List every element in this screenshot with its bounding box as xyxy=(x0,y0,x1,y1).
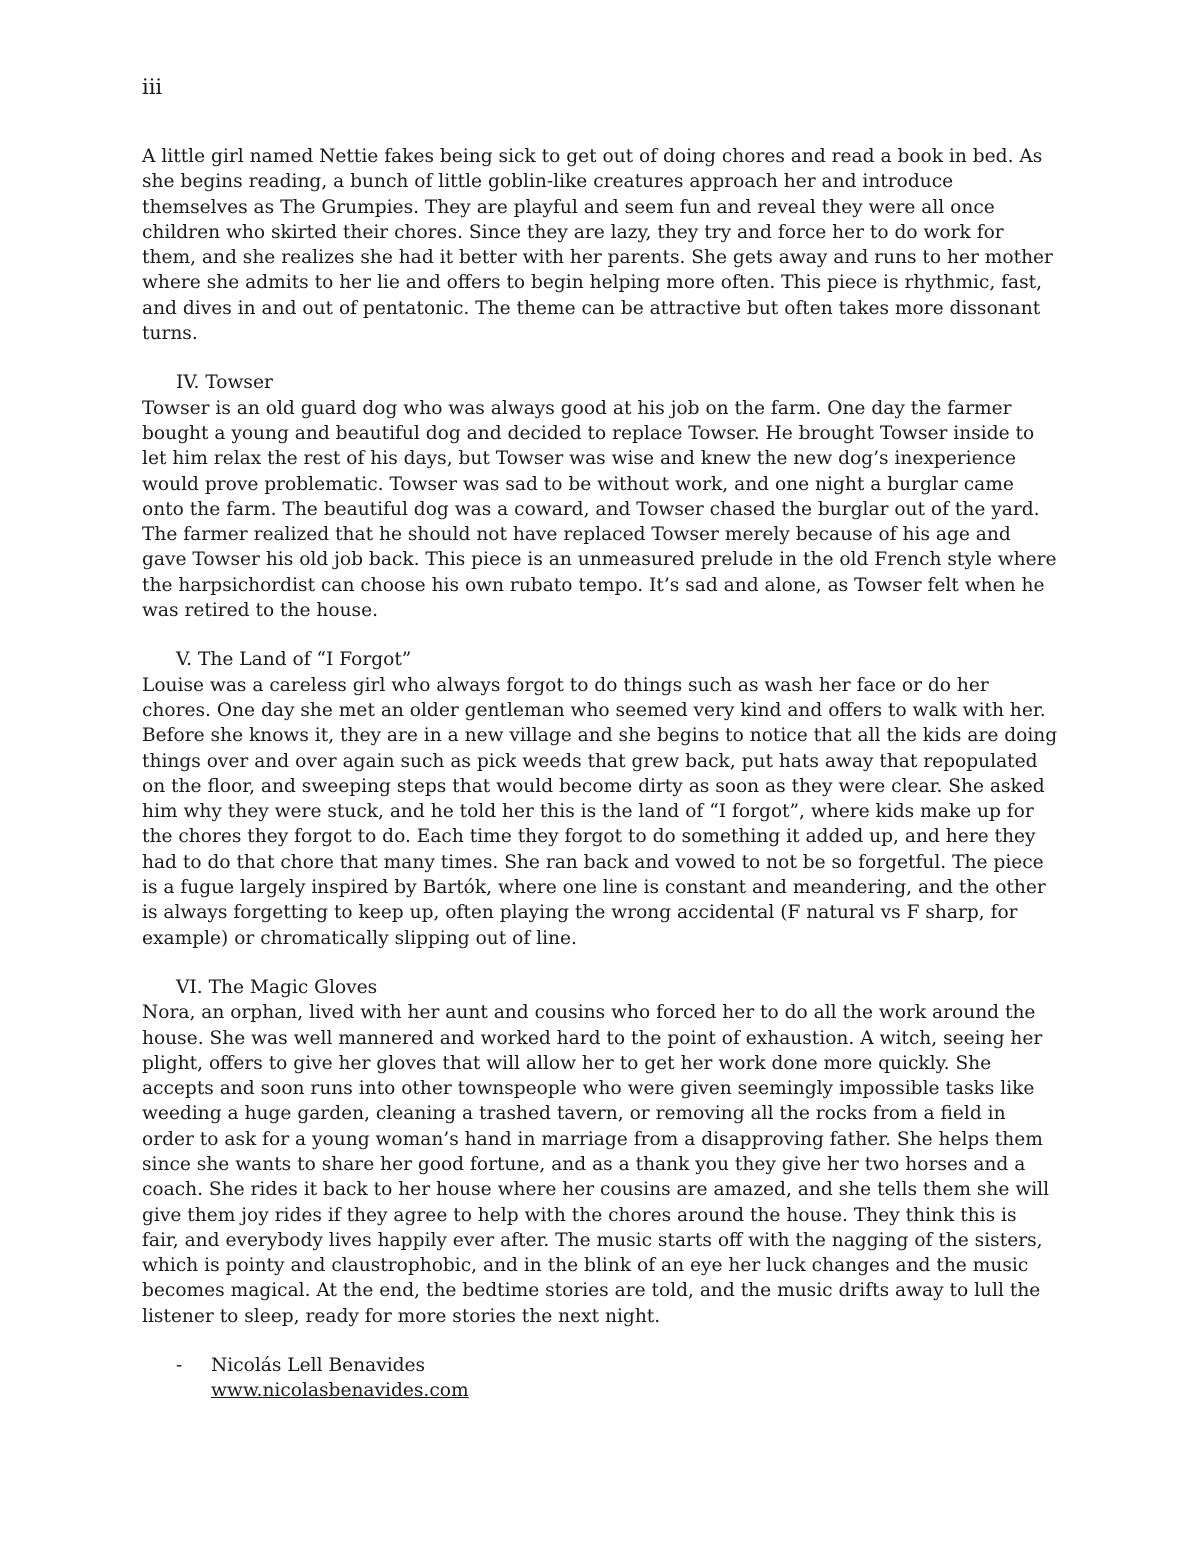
section-heading-magic-gloves: VI. The Magic Gloves xyxy=(176,976,378,998)
author-name: Nicolás Lell Benavides xyxy=(211,1355,426,1377)
section-heading-land-of-i-forgot: V. The Land of “I Forgot” xyxy=(176,649,412,671)
signature-lines xyxy=(211,1353,1058,1404)
section-heading-towser: IV. Towser xyxy=(176,372,273,394)
signature-dash: - xyxy=(176,1355,183,1377)
section-body-magic-gloves: Nora, an orphan, lived with her aunt and cousins who forced her to do all the work around the house. She was well mannered and worked hard to the point of exhaustion. A witch, seeing her plight, offers to give her gloves that will allow her to get her work done more quickly. She accepts and soon runs into other townspeople who were given seemingly impossible tasks like weeding a huge garden, cleaning a trashed tavern, or removing all the rocks from a field in order to ask for a young woman’s hand in marriage from a disapproving father. She helps them since she wants to share her good fortune, and as a thank you they give her two horses and a coach. She rides it back to her house where her cousins are amazed, and she tells them she will give them joy rides if they agree to help with the chores around the house. They think this is fair, and everybody lives happily ever after. The music starts off with the nagging of the sisters, which is pointy and claustrophobic, and in the blink of an eye her luck changes and the music becomes magical. At the end, the bedtime stories are told, and the music drifts away to lull the listener to sleep, ready for more stories the next night. xyxy=(142,1002,1050,1327)
section-body-land-of-i-forgot: Louise was a careless girl who always forgot to do things such as wash her face or do her chores. One day she met an older gentleman who seemed very kind and offers to walk with her. Before she knows it, they are in a new village and she begins to notice that all the kids are doing things over and over again such as pick weeds that grew back, put hats away that repopulated on the floor, and sweeping steps that would become dirty as soon as they were clear. She asked him why they were stuck, and he told her this is the land of “I forgot”, where kids make up for the chores they forgot to do. Each time they forgot to do something it added up, and here they had to do that chore that many times. She ran back and vowed to not be so forgetful. The piece is a fugue largely inspired by Bartók, where one line is constant and meandering, and the other is always forgetting to keep up, often playing the wrong accidental (F natural vs F sharp, for example) or chromatically slipping out of line. xyxy=(142,674,1058,949)
author-signature xyxy=(142,1353,1058,1404)
section-body-towser: Towser is an old guard dog who was always good at his job on the farm. One day the farmer bought a young and beautiful dog and decided to replace Towser. He brought Towser inside to let him relax the rest of his days, but Towser was wise and knew the new dog’s inexperience would prove problematic. Towser was sad to be without work, and one night a burglar came onto the farm. The beautiful dog was a coward, and Towser chased the burglar out of the yard. The farmer realized that he should not have replaced Towser merely because of his age and gave Towser his old job back. This piece is an unmeasured prelude in the old French style where the harpsichordist can choose his own rubato tempo. It’s sad and alone, as Towser felt when he was retired to the house. xyxy=(142,397,1057,622)
page-number: iii xyxy=(142,75,163,99)
document-body xyxy=(142,144,1058,1404)
author-website-link[interactable]: www.nicolasbenavides.com xyxy=(211,1380,469,1402)
intro-paragraph: A little girl named Nettie fakes being sick to get out of doing chores and read a book in bed. As she begins reading, a bunch of little goblin-like creatures approach her and introduce themselves as The Grumpies. They are playful and seem fun and reveal they were all once children who skirted their chores. Since they are lazy, they try and force her to do work for them, and she realizes she had it better with her parents. She gets away and runs to her mother where she admits to her lie and offers to begin helping more often. This piece is rhythmic, fast, and dives in and out of pentatonic. The theme can be attractive but often takes more dissonant turns. xyxy=(142,146,1053,345)
